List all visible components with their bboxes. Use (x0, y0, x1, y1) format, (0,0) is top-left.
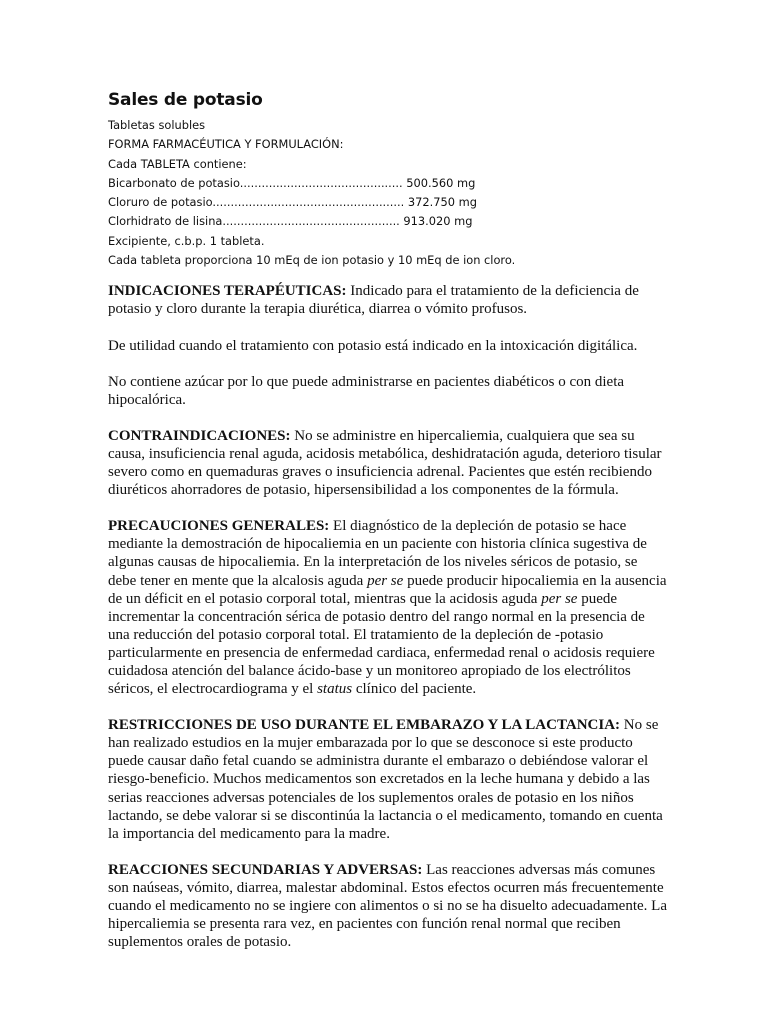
usefulness-paragraph: De utilidad cuando el tratamiento con potasio está indicado en la intoxicación digitálica. (108, 337, 638, 354)
adverse-reactions-section (108, 861, 668, 951)
spec-line: FORMA FARMACÉUTICA Y FORMULACIÓN: (108, 137, 344, 152)
indications-section (108, 282, 668, 318)
spec-line: Cada TABLETA contiene: (108, 156, 247, 171)
italic-term: status (317, 681, 353, 698)
contraindications-section (108, 427, 668, 499)
section-text: El diagnóstico de la depleción de potasio se hace mediante la demostración de hipocaliemia en un paciente con historia clínica sugestiva de algunas causas de hipocaliemia. En la interpretación de los niveles séricos de potasio, se debe tener en mente que la alcalosis aguda (108, 518, 647, 589)
spec-line: Cada tableta proporciona 10 mEq de ion potasio y 10 mEq de ion cloro. (108, 253, 516, 268)
section-text: Indicado para el tratamiento de la deficiencia de potasio y cloro durante la terapia diurética, diarrea o vómito profusos. (108, 283, 639, 318)
pregnancy-section (108, 716, 668, 843)
section-text: Las reacciones adversas más comunes son naúseas, vómito, diarrea, malestar abdominal. Estos efectos ocurren más frecuentemente cuando el medicamento no se ingiere con alimentos o si no se ha disuelto adecuadamente. La hipercaliemia se presenta rara vez, en pacientes con función renal normal que reciben suplementos orales de potasio. (108, 861, 667, 951)
section-text: puede producir hipocaliemia en la ausencia de un déficit en el potasio corporal total, mientras que la acidosis aguda (108, 572, 667, 607)
section-text: No se han realizado estudios en la mujer embarazada por lo que se desconoce si este producto puede causar daño fetal cuando se administra durante el embarazo o debiéndose valorar el riesgo-beneficio. Muchos medicamentos son excretados en la leche humana y debido a las serias reacciones adversas potenciales de los suplementos orales de potasio en los niños lactando, se debe valorar si se discontinúa la lactancia o el medicamento, tomando en cuenta la importancia del medicamento para la madre. (108, 717, 663, 842)
document-page (108, 90, 668, 969)
italic-term: per se (367, 572, 404, 589)
section-heading: INDICACIONES TERAPÉUTICAS: (108, 283, 347, 300)
section-heading: REACCIONES SECUNDARIAS Y ADVERSAS: (108, 861, 423, 878)
spec-line: Bicarbonato de potasio............................................. 500.560 mg (108, 175, 476, 190)
section-text: No se administre en hipercaliemia, cualquiera que sea su causa, insuficiencia renal aguda, acidosis metabólica, deshidratación aguda, deterioro tisular severo como en quemaduras graves o insuficiencia adrenal. Pacientes que estén recibiendo diuréticos ahorradores de potasio, hipersensibilidad a los componentes de la fórmula. (108, 427, 662, 499)
section-text: puede incrementar la concentración sérica de potasio dentro del rango normal en la presencia de una reducción del potasio corporal total. El tratamiento de la depleción de -potasio particularmente en presencia de enfermedad cardiaca, enfermedad renal o acidosis requiere cuidadosa atención del balance ácido-base y un monitoreo apropiado de los electrólitos séricos, el electrocardiograma y el (108, 590, 655, 698)
section-text: clínico del paciente. (352, 681, 477, 698)
spec-line: Excipiente, c.b.p. 1 tableta. (108, 233, 265, 248)
formulation-block (108, 116, 668, 270)
italic-term: per se (541, 590, 578, 607)
sugar-free-paragraph: No contiene azúcar por lo que puede administrarse en pacientes diabéticos o con dieta hipocalórica. (108, 373, 625, 408)
spec-line: Tabletas solubles (108, 118, 206, 132)
spec-line: Clorhidrato de lisina................................................. 913.020 mg (108, 214, 473, 229)
spec-line: Cloruro de potasio..................................................... 372.750 mg (108, 195, 477, 210)
section-heading: PRECAUCIONES GENERALES: (108, 518, 330, 535)
precautions-section (108, 517, 668, 698)
section-heading: CONTRAINDICACIONES: (108, 427, 291, 444)
section-heading: RESTRICCIONES DE USO DURANTE EL EMBARAZO Y LA LACTANCIA: (108, 717, 621, 734)
document-title: Sales de potasio (108, 90, 263, 110)
